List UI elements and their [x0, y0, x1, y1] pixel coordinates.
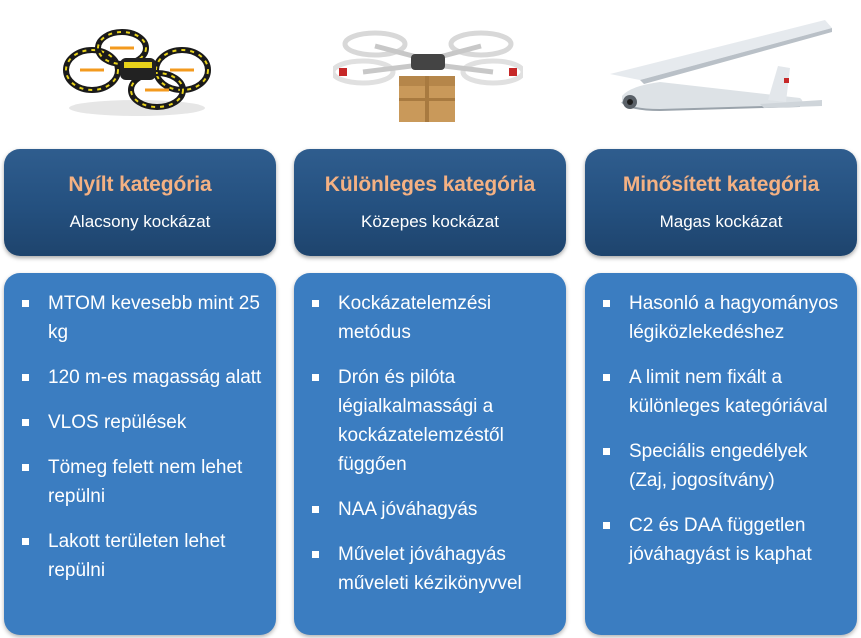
bullet-icon: [22, 374, 29, 381]
bullet-list: [585, 289, 849, 585]
list-item-text: Művelet jóváhagyás műveleti kézikönyvvel: [338, 544, 522, 594]
bullet-icon: [312, 506, 319, 513]
list-item: [585, 363, 849, 421]
category-title: Nyílt kategória: [68, 173, 212, 196]
list-item-text: A limit nem fixált a különleges kategóriával: [629, 367, 828, 417]
bullet-icon: [22, 300, 29, 307]
list-item-text: Hasonló a hagyományos légiközlekedéshez: [629, 293, 839, 343]
category-title: Minősített kategória: [622, 173, 820, 196]
list-item-text: Lakott területen lehet repülni: [48, 531, 226, 581]
list-item-text: Tömeg felett nem lehet repülni: [48, 457, 243, 507]
list-item: [294, 363, 558, 479]
list-item-text: Kockázatelemzési metódus: [338, 293, 492, 343]
category-details-specific: [294, 273, 566, 635]
list-item-text: MTOM kevesebb mint 25 kg: [48, 293, 260, 343]
list-item-text: VLOS repülések: [48, 412, 187, 433]
bullet-icon: [603, 300, 610, 307]
category-header-open: [4, 149, 276, 256]
list-item-text: 120 m-es magasság alatt: [48, 367, 262, 388]
list-item-text: NAA jóváhagyás: [338, 499, 478, 520]
bullet-icon: [603, 374, 610, 381]
bullet-icon: [22, 538, 29, 545]
list-item: [585, 289, 849, 347]
list-item: [585, 437, 849, 495]
list-item: [4, 363, 268, 392]
delivery-drone-image: [333, 24, 523, 134]
bullet-icon: [603, 522, 610, 529]
list-item-text: Drón és pilóta légialkalmassági a kockázatelemzéstől függően: [338, 367, 504, 475]
bullet-icon: [312, 551, 319, 558]
list-item: [294, 540, 558, 598]
bullet-icon: [22, 419, 29, 426]
category-risk-level: Magas kockázat: [659, 212, 783, 231]
bullet-icon: [312, 374, 319, 381]
bullet-list: [294, 289, 558, 614]
category-risk-level: Közepes kockázat: [361, 212, 499, 231]
list-item: [4, 527, 268, 585]
category-details-certified: [585, 273, 857, 635]
list-item: [4, 289, 268, 347]
category-risk-level: Alacsony kockázat: [69, 212, 211, 231]
list-item: [4, 408, 268, 437]
list-item: [294, 289, 558, 347]
fixed-wing-drone-image: [600, 16, 835, 126]
bullet-icon: [22, 464, 29, 471]
list-item-text: Speciális engedélyek (Zaj, jogosítvány): [629, 441, 808, 491]
category-header-certified: [585, 149, 857, 256]
quadcopter-drone-image: [62, 20, 212, 120]
bullet-icon: [312, 300, 319, 307]
list-item: [294, 495, 558, 524]
bullet-icon: [603, 448, 610, 455]
category-title: Különleges kategória: [324, 173, 536, 196]
list-item: [4, 453, 268, 511]
list-item-text: C2 és DAA független jóváhagyást is kaphat: [629, 515, 812, 565]
category-header-specific: [294, 149, 566, 256]
list-item: [585, 511, 849, 569]
category-details-open: [4, 273, 276, 635]
bullet-list: [4, 289, 268, 601]
